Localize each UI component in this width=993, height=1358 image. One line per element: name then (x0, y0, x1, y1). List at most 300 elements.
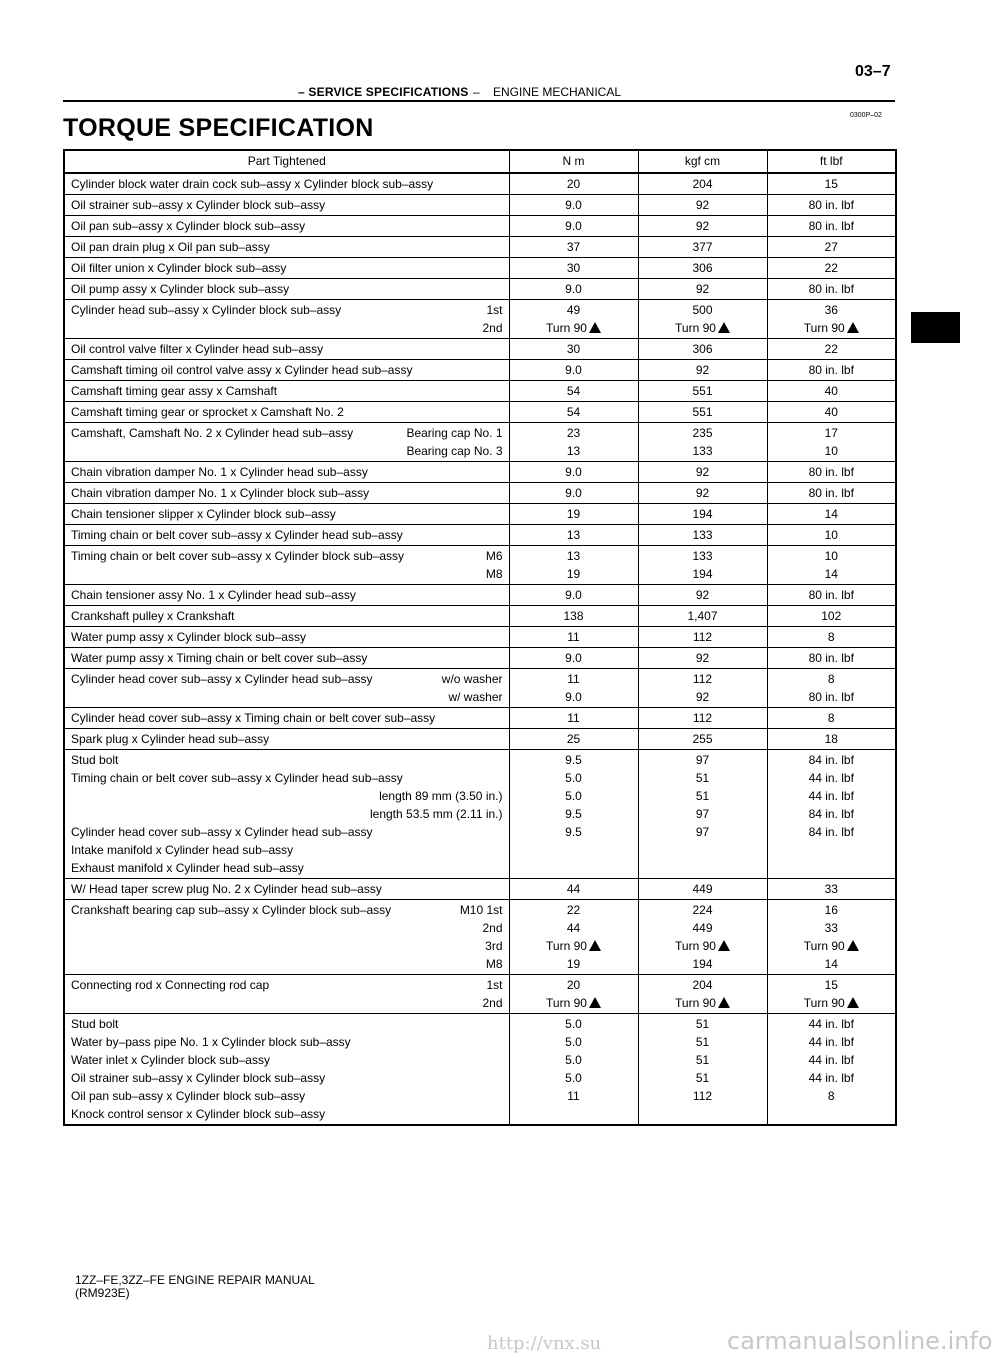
torque-value (641, 586, 765, 604)
torque-value (770, 175, 894, 193)
angle-mark-icon (589, 322, 601, 333)
part-line (71, 505, 503, 523)
torque-ftlbf-cell (767, 546, 896, 585)
value-text: 5.0 (565, 1071, 582, 1085)
torque-value (641, 688, 765, 706)
part-name: Oil strainer sub–assy x Cylinder block sub–assy (71, 198, 326, 212)
torque-value (770, 565, 894, 583)
value-text: 19 (566, 567, 581, 581)
torque-kgf-cell (638, 606, 767, 627)
value-text: 13 (566, 528, 581, 542)
value-text: 20 (566, 177, 581, 191)
part-name: Oil pan drain plug x Oil pan sub–assy (71, 240, 270, 254)
torque-nm-cell (509, 648, 638, 669)
table-row (64, 585, 896, 606)
value-text: 22 (566, 903, 581, 917)
part-name: Timing chain or belt cover sub–assy x Cylinder head sub–assy (71, 528, 403, 542)
torque-value (641, 1069, 765, 1087)
torque-kgf-cell (638, 173, 767, 195)
torque-value (770, 547, 894, 565)
torque-value (770, 196, 894, 214)
torque-value (512, 649, 636, 667)
torque-ftlbf-cell (767, 648, 896, 669)
table-row (64, 258, 896, 279)
value-text: 204 (692, 177, 713, 191)
part-tightened-cell (64, 1014, 509, 1126)
part-condition: M8 (485, 567, 503, 581)
torque-nm-cell (509, 627, 638, 648)
part-line (71, 217, 503, 235)
part-tightened-cell (64, 525, 509, 546)
part-name: Intake manifold x Cylinder head sub–assy (71, 843, 294, 857)
torque-value (770, 1069, 894, 1087)
value-text: 5.0 (565, 1017, 582, 1031)
value-text: 551 (692, 405, 713, 419)
table-row (64, 525, 896, 546)
part-name: Camshaft timing gear or sprocket x Camshaft No. 2 (71, 405, 344, 419)
torque-nm-cell (509, 216, 638, 237)
value-text: 16 (824, 903, 838, 917)
torque-value (512, 382, 636, 400)
value-text: 51 (695, 789, 710, 803)
torque-value (512, 976, 636, 994)
torque-value (512, 505, 636, 523)
part-name: Chain tensioner assy No. 1 x Cylinder head sub–assy (71, 588, 356, 602)
torque-value (770, 361, 894, 379)
torque-kgf-cell (638, 216, 767, 237)
torque-ftlbf-cell (767, 483, 896, 504)
value-text: Turn 90 (675, 321, 716, 335)
torque-value (641, 526, 765, 544)
part-name: W/ Head taper screw plug No. 2 x Cylinder head sub–assy (71, 882, 382, 896)
torque-value (770, 823, 894, 841)
part-line (71, 787, 503, 805)
torque-value (512, 238, 636, 256)
torque-nm-cell (509, 195, 638, 216)
value-text: 14 (824, 507, 838, 521)
part-tightened-cell (64, 504, 509, 525)
value-text: 54 (566, 384, 581, 398)
value-text: 80 in. lbf (808, 465, 854, 479)
part-line (71, 880, 503, 898)
torque-value (641, 730, 765, 748)
torque-value (512, 319, 636, 337)
torque-value (512, 787, 636, 805)
torque-ftlbf-cell (767, 300, 896, 339)
part-name: Oil pump assy x Cylinder block sub–assy (71, 282, 290, 296)
part-name: Cylinder head cover sub–assy x Cylinder head sub–assy (71, 672, 373, 686)
part-condition: w/ washer (448, 690, 503, 704)
torque-nm-cell (509, 300, 638, 339)
table-row (64, 339, 896, 360)
torque-value (512, 955, 636, 973)
torque-value (770, 301, 894, 319)
torque-value (512, 1015, 636, 1033)
part-name: Water pump assy x Cylinder block sub–assy (71, 630, 306, 644)
value-text: 10 (824, 549, 838, 563)
part-line (71, 319, 503, 337)
torque-value (641, 880, 765, 898)
value-text: 224 (692, 903, 713, 917)
part-name: Oil pan sub–assy x Cylinder block sub–assy (71, 1089, 306, 1103)
torque-value (770, 340, 894, 358)
torque-nm-cell (509, 279, 638, 300)
torque-value (770, 484, 894, 502)
torque-value (512, 1069, 636, 1087)
part-name: Chain vibration damper No. 1 x Cylinder block sub–assy (71, 486, 370, 500)
value-text: 9.0 (565, 198, 582, 212)
part-line (71, 709, 503, 727)
value-text: 51 (695, 1035, 710, 1049)
torque-value (770, 955, 894, 973)
torque-value (512, 607, 636, 625)
part-tightened-cell (64, 216, 509, 237)
part-tightened-cell (64, 173, 509, 195)
torque-kgf-cell (638, 339, 767, 360)
part-name: Camshaft timing gear assy x Camshaft (71, 384, 278, 398)
value-text: 30 (566, 261, 581, 275)
value-text: 551 (692, 384, 713, 398)
torque-value (641, 955, 765, 973)
torque-nm-cell (509, 483, 638, 504)
torque-value (770, 1033, 894, 1051)
torque-value (770, 628, 894, 646)
torque-nm-cell (509, 900, 638, 975)
torque-nm-cell (509, 360, 638, 381)
part-tightened-cell (64, 708, 509, 729)
part-name: Timing chain or belt cover sub–assy x Cylinder block sub–assy (71, 549, 405, 563)
value-text: 11 (567, 711, 580, 725)
torque-value (512, 880, 636, 898)
torque-value (512, 628, 636, 646)
part-name: Stud bolt (71, 1017, 119, 1031)
torque-nm-cell (509, 729, 638, 750)
value-text: 84 in. lbf (808, 753, 854, 767)
part-condition: M8 (485, 957, 503, 971)
value-text: 8 (827, 672, 835, 686)
torque-value (770, 424, 894, 442)
value-text: 44 in. lbf (808, 1035, 854, 1049)
column-header: kgf cm (638, 150, 767, 173)
part-condition: 1st (486, 978, 503, 992)
part-line (71, 859, 503, 877)
value-text: Turn 90 (803, 996, 845, 1010)
value-text: 17 (824, 426, 838, 440)
value-text: 33 (824, 882, 838, 896)
part-line (71, 259, 503, 277)
part-line (71, 1033, 503, 1051)
torque-value (641, 442, 765, 460)
value-text: 194 (692, 957, 713, 971)
value-text: 97 (695, 825, 710, 839)
torque-ftlbf-cell (767, 729, 896, 750)
part-name: Knock control sensor x Cylinder block sub–assy (71, 1107, 326, 1121)
torque-ftlbf-cell (767, 606, 896, 627)
torque-ftlbf-cell (767, 525, 896, 546)
value-text: 51 (695, 1017, 710, 1031)
torque-ftlbf-cell (767, 504, 896, 525)
torque-value (512, 196, 636, 214)
torque-ftlbf-cell (767, 360, 896, 381)
torque-nm-cell (509, 546, 638, 585)
watermark-link[interactable]: http://vnx.su (487, 1333, 602, 1354)
torque-kgf-cell (638, 750, 767, 879)
torque-value (770, 403, 894, 421)
value-text: 22 (824, 342, 838, 356)
value-text: 377 (692, 240, 713, 254)
part-tightened-cell (64, 750, 509, 879)
angle-mark-icon (718, 997, 730, 1008)
torque-ftlbf-cell (767, 381, 896, 402)
value-text: 9.0 (565, 486, 582, 500)
value-text: 11 (567, 630, 580, 644)
value-text: Turn 90 (803, 321, 845, 335)
torque-value (512, 1051, 636, 1069)
torque-nm-cell (509, 339, 638, 360)
table-row (64, 729, 896, 750)
part-tightened-cell (64, 423, 509, 462)
table-row (64, 279, 896, 300)
part-line (71, 688, 503, 706)
torque-value (641, 175, 765, 193)
value-text: 92 (695, 219, 710, 233)
part-condition: 1st (486, 303, 503, 317)
torque-value (770, 505, 894, 523)
column-header: ft lbf (767, 150, 896, 173)
page-title: TORQUE SPECIFICATION (63, 114, 374, 142)
value-text: 80 in. lbf (808, 363, 854, 377)
table-row (64, 483, 896, 504)
part-line (71, 361, 503, 379)
part-line (71, 607, 503, 625)
torque-nm-cell (509, 669, 638, 708)
torque-nm-cell (509, 258, 638, 279)
part-name: Crankshaft pulley x Crankshaft (71, 609, 235, 623)
torque-value (512, 547, 636, 565)
value-text: 9.0 (565, 588, 582, 602)
value-text: 92 (695, 486, 710, 500)
torque-value (641, 1087, 765, 1105)
torque-value (641, 901, 765, 919)
value-text: 14 (824, 567, 838, 581)
torque-nm-cell (509, 237, 638, 258)
torque-value (770, 751, 894, 769)
torque-value (641, 976, 765, 994)
table-row (64, 216, 896, 237)
torque-nm-cell (509, 1014, 638, 1126)
torque-value (512, 484, 636, 502)
section-index-tab (911, 312, 960, 343)
torque-kgf-cell (638, 423, 767, 462)
torque-value (770, 805, 894, 823)
torque-kgf-cell (638, 729, 767, 750)
value-text: 80 in. lbf (808, 198, 854, 212)
table-row (64, 381, 896, 402)
torque-value (641, 361, 765, 379)
part-name: Timing chain or belt cover sub–assy x Cylinder head sub–assy (71, 771, 403, 785)
table-row (64, 879, 896, 900)
torque-value (512, 937, 636, 955)
value-text: 54 (566, 405, 581, 419)
value-text: 9.0 (565, 219, 582, 233)
value-text: 44 in. lbf (808, 789, 854, 803)
part-name: Crankshaft bearing cap sub–assy x Cylinder block sub–assy (71, 903, 392, 917)
torque-value (641, 919, 765, 937)
torque-value (641, 196, 765, 214)
part-name: Water pump assy x Timing chain or belt cover sub–assy (71, 651, 368, 665)
value-text: 5.0 (565, 1053, 582, 1067)
torque-value (641, 649, 765, 667)
torque-value (770, 649, 894, 667)
torque-kgf-cell (638, 258, 767, 279)
torque-value (641, 1051, 765, 1069)
part-name: Oil filter union x Cylinder block sub–assy (71, 261, 287, 275)
part-tightened-cell (64, 648, 509, 669)
torque-value (770, 217, 894, 235)
value-text: 92 (695, 690, 710, 704)
page-number: 03–7 (855, 63, 891, 80)
torque-ftlbf-cell (767, 975, 896, 1014)
torque-nm-cell (509, 462, 638, 483)
value-text: 8 (827, 630, 835, 644)
part-name: Chain vibration damper No. 1 x Cylinder head sub–assy (71, 465, 368, 479)
torque-kgf-cell (638, 195, 767, 216)
torque-nm-cell (509, 402, 638, 423)
torque-ftlbf-cell (767, 1014, 896, 1126)
part-condition: 2nd (482, 321, 503, 335)
torque-value (641, 1033, 765, 1051)
torque-value (770, 607, 894, 625)
header-separator: – (473, 85, 480, 99)
value-text: 84 in. lbf (808, 807, 854, 821)
value-text: 306 (692, 342, 713, 356)
part-line (71, 823, 503, 841)
torque-value (512, 730, 636, 748)
value-text: 44 in. lbf (808, 771, 854, 785)
torque-value (512, 769, 636, 787)
torque-kgf-cell (638, 462, 767, 483)
part-name: Stud bolt (71, 753, 119, 767)
part-line (71, 586, 503, 604)
part-line (71, 442, 503, 460)
part-line (71, 526, 503, 544)
table-row (64, 1014, 896, 1126)
part-name: Camshaft timing oil control valve assy x Cylinder head sub–assy (71, 363, 413, 377)
value-text: 14 (824, 957, 838, 971)
header-rule (63, 100, 895, 102)
torque-value (512, 670, 636, 688)
value-text: 5.0 (565, 771, 582, 785)
part-line (71, 769, 503, 787)
value-text: Turn 90 (675, 939, 716, 953)
torque-ftlbf-cell (767, 462, 896, 483)
torque-value (770, 769, 894, 787)
value-text: 255 (692, 732, 713, 746)
torque-value (770, 442, 894, 460)
torque-value (641, 994, 765, 1012)
torque-nm-cell (509, 585, 638, 606)
part-tightened-cell (64, 879, 509, 900)
torque-value (641, 805, 765, 823)
torque-value (641, 769, 765, 787)
value-text: 97 (695, 753, 710, 767)
torque-value (512, 901, 636, 919)
value-text: 22 (824, 261, 838, 275)
torque-ftlbf-cell (767, 669, 896, 708)
value-text: 40 (824, 405, 838, 419)
part-line (71, 238, 503, 256)
torque-value (770, 976, 894, 994)
value-text: 102 (821, 609, 842, 623)
torque-nm-cell (509, 525, 638, 546)
torque-kgf-cell (638, 300, 767, 339)
torque-value (641, 463, 765, 481)
value-text: 27 (824, 240, 838, 254)
part-line (71, 841, 503, 859)
value-text: 194 (692, 507, 713, 521)
value-text: 449 (692, 921, 713, 935)
torque-value (512, 751, 636, 769)
value-text: 112 (692, 672, 713, 686)
value-text: 80 in. lbf (808, 588, 854, 602)
torque-value (641, 238, 765, 256)
part-line (71, 403, 503, 421)
torque-nm-cell (509, 381, 638, 402)
value-text: 80 in. lbf (808, 219, 854, 233)
torque-value (641, 382, 765, 400)
manual-title: 1ZZ–FE,3ZZ–FE ENGINE REPAIR MANUAL (75, 1273, 315, 1287)
torque-value (512, 526, 636, 544)
part-name: Spark plug x Cylinder head sub–assy (71, 732, 270, 746)
torque-value (512, 919, 636, 937)
torque-value (512, 361, 636, 379)
part-tightened-cell (64, 546, 509, 585)
table-row (64, 669, 896, 708)
value-text: 10 (824, 444, 838, 458)
torque-kgf-cell (638, 525, 767, 546)
part-tightened-cell (64, 462, 509, 483)
part-tightened-cell (64, 402, 509, 423)
part-line (71, 280, 503, 298)
torque-value (512, 688, 636, 706)
torque-value (641, 319, 765, 337)
torque-nm-cell (509, 708, 638, 729)
part-name: Oil strainer sub–assy x Cylinder block sub–assy (71, 1071, 326, 1085)
torque-kgf-cell (638, 708, 767, 729)
value-text: 9.0 (565, 282, 582, 296)
torque-value (512, 709, 636, 727)
part-line (71, 1087, 503, 1105)
value-text: 92 (695, 363, 710, 377)
value-text: 235 (692, 426, 713, 440)
angle-mark-icon (718, 322, 730, 333)
torque-kgf-cell (638, 504, 767, 525)
part-line (71, 805, 503, 823)
torque-value (512, 823, 636, 841)
value-text: 133 (692, 528, 713, 542)
torque-value (770, 730, 894, 748)
torque-value (770, 787, 894, 805)
torque-ftlbf-cell (767, 423, 896, 462)
value-text: 9.5 (565, 825, 582, 839)
angle-mark-icon (718, 940, 730, 951)
torque-value (512, 340, 636, 358)
torque-kgf-cell (638, 381, 767, 402)
value-text: 33 (824, 921, 838, 935)
part-tightened-cell (64, 300, 509, 339)
table-row (64, 606, 896, 627)
angle-mark-icon (589, 940, 601, 951)
